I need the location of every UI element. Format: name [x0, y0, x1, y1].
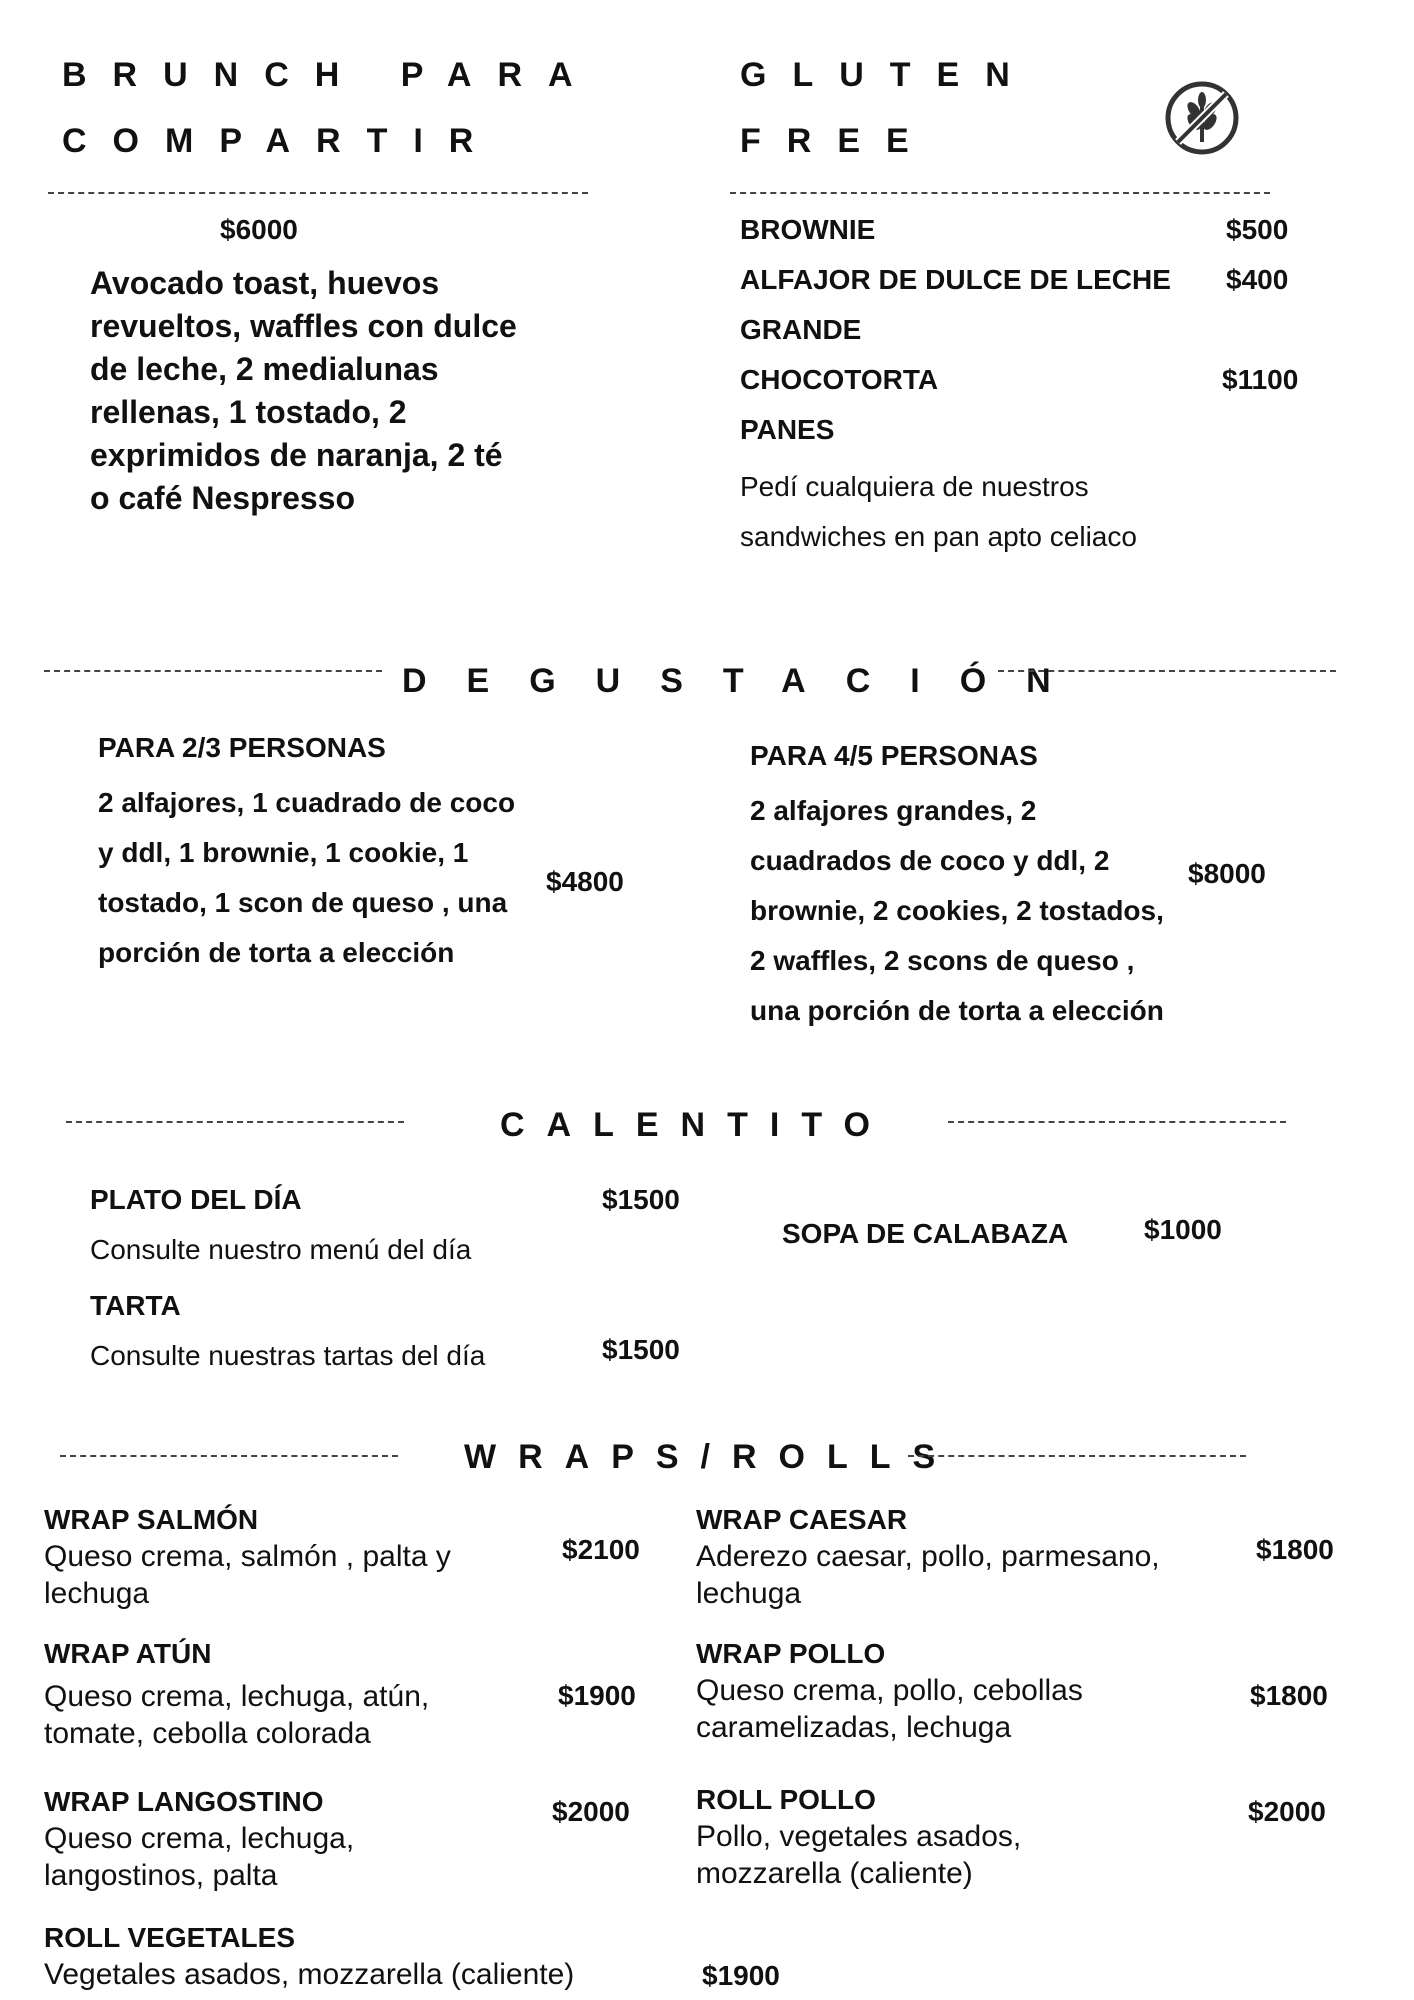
gf-item-brownie-price: $500 [1226, 214, 1289, 245]
roll-vegetales-description: Vegetales asados, mozzarella (caliente) [44, 1958, 575, 1991]
wrap-langostino-price: $2000 [552, 1796, 630, 1827]
calentito-tarta-description: Consulte nuestras tartas del día [90, 1340, 486, 1371]
calentito-tarta-name: TARTA [90, 1290, 181, 1321]
gf-item-alfajor-name-line2: GRANDE [740, 314, 862, 345]
degustacion-left-heading: PARA 2/3 PERSONAS [98, 732, 386, 763]
roll-pollo-price: $2000 [1248, 1796, 1326, 1827]
calentito-divider-right [948, 1121, 1286, 1123]
degustacion-right-price: $8000 [1188, 858, 1266, 889]
wraps-divider-right [908, 1455, 1246, 1457]
roll-vegetales-price: $1900 [702, 1960, 780, 1991]
wrap-salmon-price: $2100 [562, 1534, 640, 1565]
no-gluten-wheat-icon [1164, 80, 1240, 156]
wrap-pollo-price: $1800 [1250, 1680, 1328, 1711]
wrap-caesar-price: $1800 [1256, 1534, 1334, 1565]
gf-item-panes-description: Pedí cualquiera de nuestros sandwiches en pan apto celiaco [740, 471, 1137, 552]
degustacion-left-price: $4800 [546, 866, 624, 897]
wraps-divider-left [60, 1455, 398, 1457]
wrap-langostino-description: Queso crema, lechuga, langostinos, palta [44, 1822, 355, 1892]
gf-item-alfajor-price: $400 [1226, 264, 1289, 295]
brunch-description: Avocado toast, huevos revueltos, waffles con dulce de leche, 2 medialunas rellenas, 1 tostado, 2 exprimidos de naranja, 2 té o café Nespresso [90, 265, 517, 516]
calentito-sopa-name: SOPA DE CALABAZA [782, 1218, 1069, 1249]
wrap-atun-name: WRAP ATÚN [44, 1638, 212, 1669]
wrap-salmon-name: WRAP SALMÓN [44, 1504, 259, 1535]
gf-item-brownie-name: BROWNIE [740, 214, 876, 245]
calentito-plato-description: Consulte nuestro menú del día [90, 1234, 472, 1265]
gluten-free-title-line2: FREE [740, 122, 935, 160]
wrap-pollo-description: Queso crema, pollo, cebollas caramelizadas, lechuga [696, 1674, 1083, 1744]
brunch-divider [48, 192, 588, 194]
calentito-plato-name: PLATO DEL DÍA [90, 1184, 302, 1215]
brunch-price: $6000 [220, 214, 298, 245]
degustacion-divider-right [998, 670, 1336, 672]
calentito-plato-price: $1500 [602, 1184, 680, 1215]
wrap-caesar-name: WRAP CAESAR [696, 1504, 908, 1535]
wrap-atun-price: $1900 [558, 1680, 636, 1711]
brunch-title-line2: COMPARTIR [62, 122, 500, 160]
calentito-sopa-price: $1000 [1144, 1214, 1222, 1245]
wraps-title: WRAPS/ROLLS [464, 1438, 958, 1476]
gluten-free-divider [730, 192, 1270, 194]
calentito-divider-left [66, 1121, 404, 1123]
gf-item-panes-name: PANES [740, 414, 835, 445]
roll-vegetales-name: ROLL VEGETALES [44, 1922, 295, 1953]
calentito-tarta-price: $1500 [602, 1334, 680, 1365]
wrap-langostino-name: WRAP LANGOSTINO [44, 1786, 324, 1817]
calentito-title: CALENTITO [500, 1106, 892, 1144]
brunch-title-line1: BRUNCH PARA [62, 56, 599, 94]
degustacion-right-heading: PARA 4/5 PERSONAS [750, 740, 1038, 771]
wrap-salmon-description: Queso crema, salmón , palta y lechuga [44, 1540, 451, 1610]
gf-item-chocotorta-name: CHOCOTORTA [740, 364, 939, 395]
wrap-atun-description: Queso crema, lechuga, atún, tomate, cebolla colorada [44, 1680, 430, 1750]
gf-item-chocotorta-price: $1100 [1222, 364, 1299, 395]
roll-pollo-description: Pollo, vegetales asados, mozzarella (caliente) [696, 1820, 1022, 1890]
wrap-pollo-name: WRAP POLLO [696, 1638, 886, 1669]
degustacion-divider-left [44, 670, 382, 672]
wrap-caesar-description: Aderezo caesar, pollo, parmesano, lechuga [696, 1540, 1160, 1610]
degustacion-right-description: 2 alfajores grandes, 2 cuadrados de coco y ddl, 2 brownie, 2 cookies, 2 tostados, 2 waffles, 2 scons de queso , una porción de torta a elección [750, 795, 1164, 1026]
degustacion-title: DEGUSTACIÓN [402, 662, 1091, 700]
gf-item-alfajor-name: ALFAJOR DE DULCE DE LECHE [740, 264, 1171, 295]
gluten-free-title-line1: GLUTEN [740, 56, 1036, 94]
roll-pollo-name: ROLL POLLO [696, 1784, 876, 1815]
degustacion-left-description: 2 alfajores, 1 cuadrado de coco y ddl, 1 brownie, 1 cookie, 1 tostado, 1 scon de queso , una porción de torta a elección [98, 787, 516, 968]
